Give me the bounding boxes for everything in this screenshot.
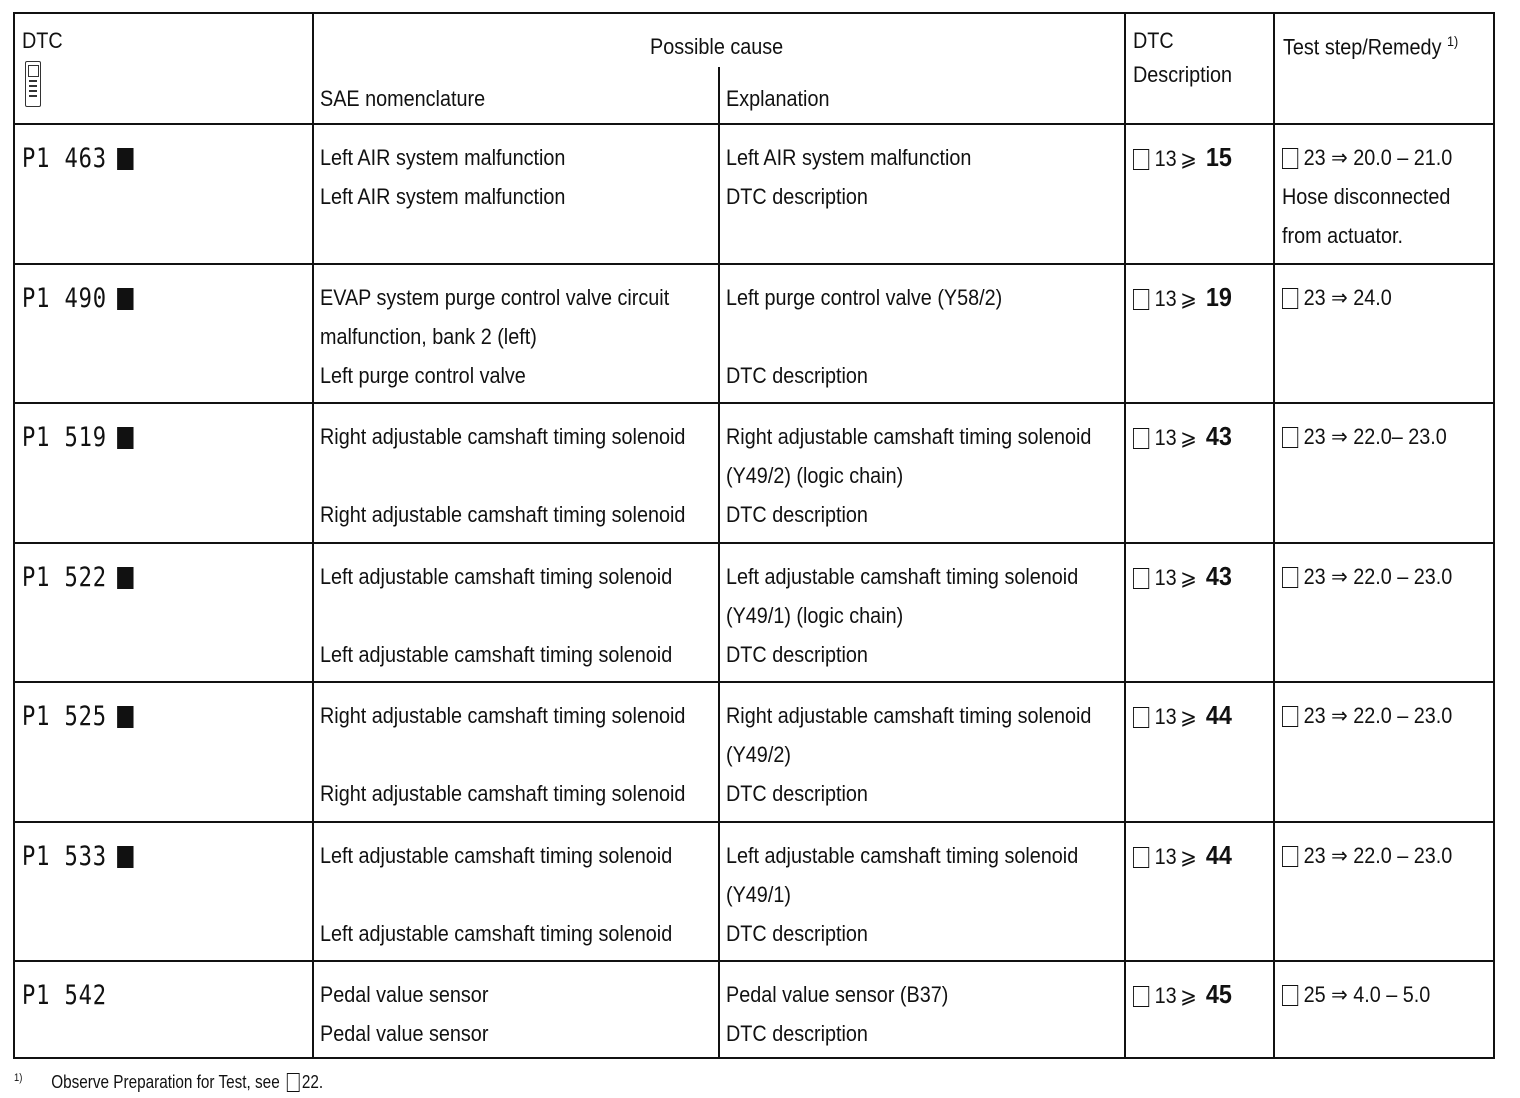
sae-line: Left adjustable camshaft timing solenoid — [320, 843, 673, 868]
footnote-mark: 1) — [14, 1072, 23, 1084]
desc-number: 43 — [1205, 421, 1232, 451]
ref-page: 13 — [1154, 983, 1177, 1008]
explanation-line: DTC description — [726, 781, 868, 806]
test-step-text: 23 ⇒ 22.0 – 23.0 — [1303, 843, 1453, 868]
black-square-icon — [117, 288, 133, 310]
greater-equal-icon: ⩾ — [1180, 704, 1197, 729]
test-step — [1282, 138, 1452, 177]
sae-line: Left AIR system malfunction — [320, 145, 566, 170]
explanation-line: Left adjustable camshaft timing solenoid — [726, 564, 1079, 589]
explanation-line: Left adjustable camshaft timing solenoid — [726, 843, 1079, 868]
test-step-text: 23 ⇒ 24.0 — [1303, 285, 1392, 310]
dtc-description-ref — [1133, 696, 1232, 736]
dtc-code-text: P1 525 — [22, 701, 107, 732]
sae-line: Left purge control valve — [320, 363, 526, 388]
greater-equal-icon: ⩾ — [1180, 286, 1197, 311]
explanation-line: Right adjustable camshaft timing solenoid — [726, 424, 1092, 449]
explanation-line: Pedal value sensor (B37) — [726, 982, 949, 1007]
black-square-icon — [117, 148, 133, 170]
test-step-text: 25 ⇒ 4.0 – 5.0 — [1303, 982, 1431, 1007]
sae-line: Left adjustable camshaft timing solenoid — [320, 921, 673, 946]
row-divider — [15, 542, 1493, 544]
explanation-line: DTC description — [726, 1021, 868, 1046]
book-reference-icon — [1282, 288, 1298, 309]
sae-line: Left adjustable camshaft timing solenoid — [320, 642, 673, 667]
row-divider — [15, 402, 1493, 404]
row-divider — [15, 681, 1493, 683]
row-divider — [15, 123, 1493, 125]
header-dtc-description-2: Description — [1133, 62, 1233, 87]
test-step-note: Hose disconnected — [1282, 184, 1451, 209]
greater-equal-icon: ⩾ — [1180, 983, 1197, 1008]
test-step — [1282, 975, 1430, 1014]
dtc-code — [22, 142, 133, 176]
col-divider — [1273, 14, 1275, 1057]
desc-number: 15 — [1205, 142, 1232, 172]
col-divider — [1124, 14, 1126, 1057]
sae-line: Right adjustable camshaft timing solenoid — [320, 424, 686, 449]
dtc-code — [22, 421, 133, 455]
book-reference-icon — [1133, 986, 1149, 1007]
sae-line: Right adjustable camshaft timing solenoid — [320, 703, 686, 728]
test-step-text: 23 ⇒ 22.0 – 23.0 — [1303, 564, 1453, 589]
sae-line: malfunction, bank 2 (left) — [320, 324, 537, 349]
book-reference-icon — [1282, 706, 1298, 727]
black-square-icon — [117, 427, 133, 449]
desc-number: 44 — [1205, 840, 1232, 870]
black-square-icon — [117, 846, 133, 868]
explanation-line: (Y49/1) — [726, 882, 791, 907]
col-divider — [312, 14, 314, 1057]
sae-line: Pedal value sensor — [320, 982, 489, 1007]
test-step — [1282, 696, 1452, 735]
sae-line: Left AIR system malfunction — [320, 184, 566, 209]
hand-held-tester-icon — [25, 61, 41, 107]
explanation-line: DTC description — [726, 363, 868, 388]
black-square-icon — [117, 567, 133, 589]
dtc-description-ref — [1133, 417, 1232, 457]
dtc-code — [22, 840, 133, 874]
explanation-line: Left AIR system malfunction — [726, 145, 972, 170]
dtc-code-text: P1 542 — [22, 980, 107, 1011]
explanation-line: DTC description — [726, 642, 868, 667]
book-reference-icon — [1133, 847, 1149, 868]
dtc-code-text: P1 519 — [22, 422, 107, 453]
book-reference-icon — [1282, 985, 1298, 1006]
header-test-step — [1283, 24, 1458, 64]
explanation-line: DTC description — [726, 502, 868, 527]
header-sae-nomenclature: SAE nomenclature — [320, 86, 486, 111]
footnote-text: Observe Preparation for Test, see — [51, 1072, 280, 1092]
test-step-text: 23 ⇒ 22.0 – 23.0 — [1303, 703, 1453, 728]
row-divider — [15, 821, 1493, 823]
ref-page: 13 — [1154, 425, 1177, 450]
black-square-icon — [117, 706, 133, 728]
book-reference-icon — [1282, 846, 1298, 867]
book-reference-icon — [1133, 568, 1149, 589]
explanation-line: (Y49/2) (logic chain) — [726, 463, 904, 488]
greater-equal-icon: ⩾ — [1180, 425, 1197, 450]
dtc-table — [13, 12, 1495, 1059]
book-reference-icon — [1133, 289, 1149, 310]
book-reference-icon — [1282, 427, 1298, 448]
dtc-code-text: P1 463 — [22, 143, 107, 174]
sae-line: Pedal value sensor — [320, 1021, 489, 1046]
dtc-description-ref — [1133, 557, 1232, 597]
row-divider — [15, 960, 1493, 962]
explanation-line: Left purge control valve (Y58/2) — [726, 285, 1003, 310]
header-test-step-footnote: 1) — [1446, 33, 1459, 49]
explanation-line: Right adjustable camshaft timing solenoid — [726, 703, 1092, 728]
header-dtc-description-1: DTC — [1133, 28, 1174, 53]
greater-equal-icon: ⩾ — [1180, 844, 1197, 869]
desc-number: 44 — [1205, 700, 1232, 730]
dtc-code-text: P1 490 — [22, 283, 107, 314]
sae-line: Right adjustable camshaft timing solenoid — [320, 502, 686, 527]
test-step-text: 23 ⇒ 22.0– 23.0 — [1303, 424, 1447, 449]
header-dtc-label: DTC — [22, 28, 63, 53]
dtc-description-ref — [1133, 138, 1232, 178]
dtc-code-text: P1 522 — [22, 562, 107, 593]
explanation-line: (Y49/2) — [726, 742, 791, 767]
explanation-line: DTC description — [726, 921, 868, 946]
sae-line: Right adjustable camshaft timing solenoid — [320, 781, 686, 806]
greater-equal-icon: ⩾ — [1180, 565, 1197, 590]
test-step — [1282, 417, 1447, 456]
desc-number: 43 — [1205, 561, 1232, 591]
ref-page: 13 — [1154, 704, 1177, 729]
book-reference-icon — [287, 1073, 300, 1092]
book-reference-icon — [1133, 428, 1149, 449]
dtc-code — [22, 979, 107, 1013]
test-step — [1282, 836, 1452, 875]
dtc-code — [22, 282, 133, 316]
header-explanation: Explanation — [726, 86, 830, 111]
test-step — [1282, 278, 1392, 317]
footnote — [14, 1066, 323, 1094]
col-divider — [718, 67, 720, 1057]
greater-equal-icon: ⩾ — [1180, 146, 1197, 171]
desc-number: 45 — [1205, 979, 1232, 1009]
header-possible-cause: Possible cause — [650, 34, 784, 59]
test-step-note: from actuator. — [1282, 223, 1404, 248]
ref-page: 13 — [1154, 286, 1177, 311]
sae-line: Left adjustable camshaft timing solenoid — [320, 564, 673, 589]
header-test-step-label: Test step/Remedy — [1283, 34, 1442, 60]
book-reference-icon — [1282, 148, 1298, 169]
dtc-code — [22, 700, 133, 734]
book-reference-icon — [1282, 567, 1298, 588]
desc-number: 19 — [1205, 282, 1232, 312]
row-divider — [15, 263, 1493, 265]
dtc-code-text: P1 533 — [22, 841, 107, 872]
book-reference-icon — [1133, 149, 1149, 170]
explanation-line: DTC description — [726, 184, 868, 209]
explanation-line: (Y49/1) (logic chain) — [726, 603, 904, 628]
book-reference-icon — [1133, 707, 1149, 728]
dtc-code — [22, 561, 133, 595]
ref-page: 13 — [1154, 146, 1177, 171]
ref-page: 13 — [1154, 844, 1177, 869]
dtc-description-ref — [1133, 975, 1232, 1015]
dtc-description-ref — [1133, 836, 1232, 876]
sae-line: EVAP system purge control valve circuit — [320, 285, 670, 310]
dtc-description-ref — [1133, 278, 1232, 318]
footnote-ref: 22. — [301, 1072, 324, 1092]
ref-page: 13 — [1154, 565, 1177, 590]
test-step — [1282, 557, 1452, 596]
test-step-text: 23 ⇒ 20.0 – 21.0 — [1303, 145, 1453, 170]
